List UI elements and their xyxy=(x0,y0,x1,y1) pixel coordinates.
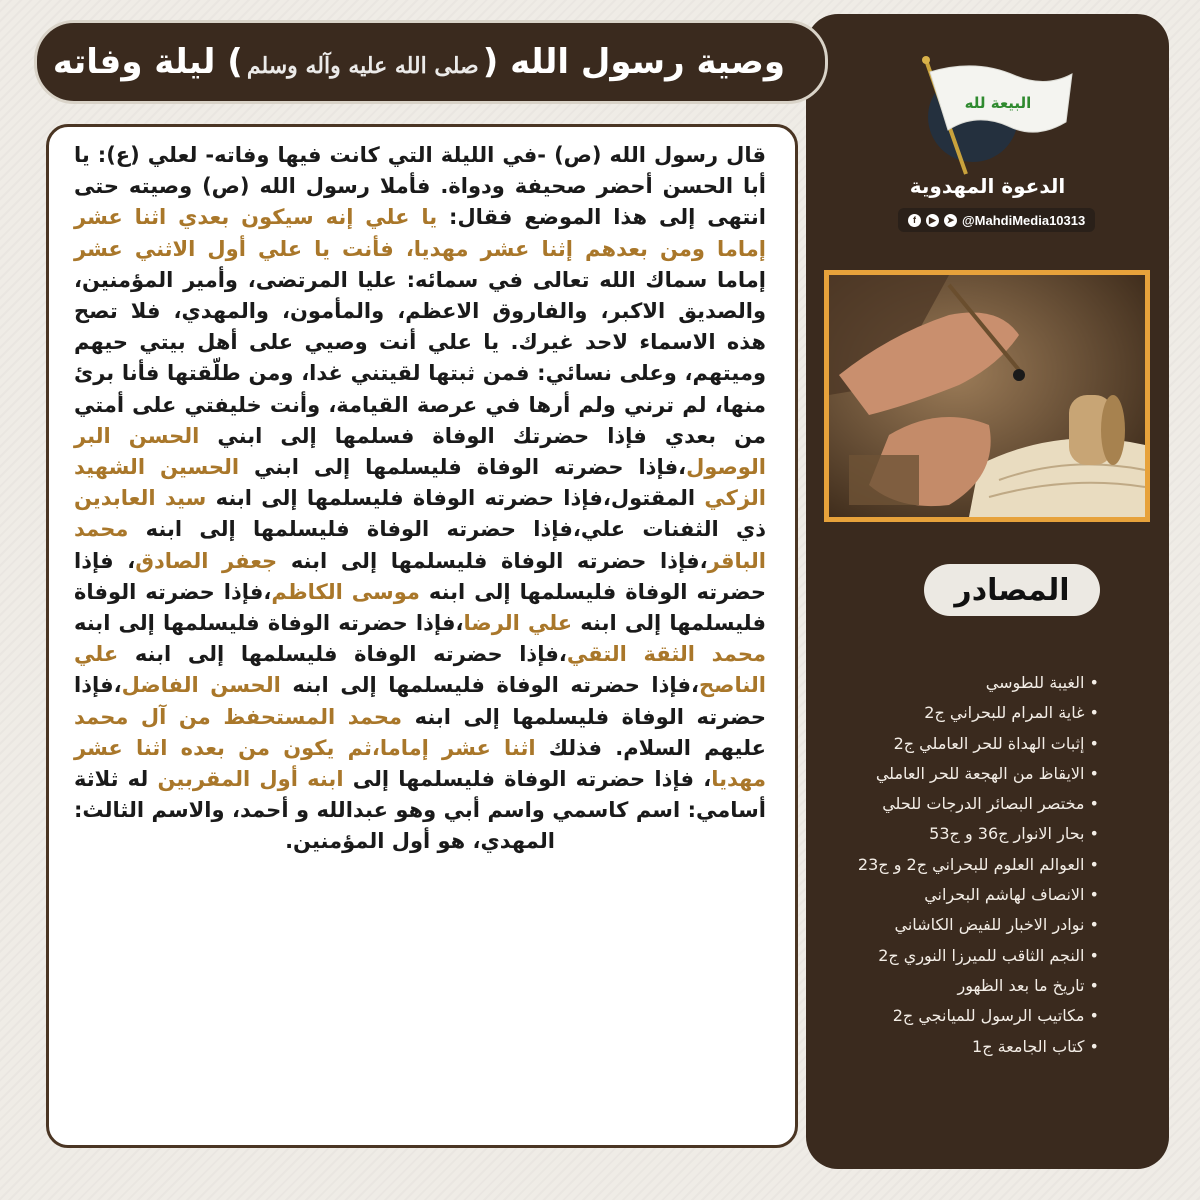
flag-text: البيعة لله xyxy=(964,94,1032,112)
title-after: ) ليلة وفاته xyxy=(52,42,243,82)
highlighted-text: سيد العابدين xyxy=(74,486,207,511)
social-handle[interactable]: @MahdiMedia10313 xyxy=(962,212,1086,228)
title-before: وصية رسول الله ( xyxy=(482,42,785,82)
source-item: • مختصر البصائر الدرجات للحلي xyxy=(799,789,1099,819)
source-item: • مكاتيب الرسول للميانجي ج2 xyxy=(799,1001,1099,1031)
body-text: ذي الثفنات علي،فإذا حضرته الوفاة فليسلمها إلى ابنه xyxy=(128,517,766,542)
social-handle-pill[interactable] xyxy=(898,208,1095,232)
flag-logo-icon xyxy=(916,52,1076,182)
highlighted-text: جعفر الصادق xyxy=(135,548,278,573)
body-text: ،فإذا حضرته الوفاة فليسلمها إلى ابنه xyxy=(74,673,766,729)
highlighted-text: الحسين الشهيد الزكي xyxy=(74,455,766,511)
telegram-icon[interactable]: ➤ xyxy=(944,214,957,227)
body-text: ،فإذا حضرته الوفاة فليسلمها إلى ابنه xyxy=(74,611,464,636)
hadith-text xyxy=(74,140,766,858)
hand-writing-scroll-illustration xyxy=(829,275,1145,517)
brand-name: الدعوة المهدوية xyxy=(909,174,1066,198)
source-item: • الايقاظ من الهجعة للحر العاملي xyxy=(799,759,1099,789)
source-item: • غاية المرام للبحراني ج2 xyxy=(799,698,1099,728)
body-text: ،فإذا حضرته الوفاة فليسلمها إلى ابنه xyxy=(277,548,708,573)
source-item: • كتاب الجامعة ج1 xyxy=(799,1032,1099,1062)
body-text: ،فإذا حضرته الوفاة فليسلمها إلى ابنه xyxy=(74,579,766,636)
source-item: • الغيبة للطوسي xyxy=(799,668,1099,698)
source-item: • إثبات الهداة للحر العاملي ج2 xyxy=(799,729,1099,759)
source-item: • نوادر الاخبار للفيض الكاشاني xyxy=(799,910,1099,940)
highlighted-text: الحسن الفاضل xyxy=(121,673,281,698)
highlighted-text: يا علي إنه سيكون بعدي اثنا عشر إماما ومن بعدهم إثنا عشر مهديا، فأنت يا علي أول الاثني عشر xyxy=(74,205,766,261)
title-bar xyxy=(34,20,828,104)
facebook-icon[interactable]: f xyxy=(908,214,921,227)
body-text: المقتول،فإذا حضرته الوفاة فليسلمها إلى ابنه xyxy=(206,486,705,511)
sidebar-panel xyxy=(806,14,1169,1169)
body-text: ، فإذا حضرته الوفاة فليسلمها إلى ابنه xyxy=(74,548,767,604)
source-item: • النجم الثاقب للميرزا النوري ج2 xyxy=(799,941,1099,971)
highlighted-text: اثنا عشر إماما،ثم يكون من بعده اثنا عشر مهديا xyxy=(74,735,766,792)
body-text: ،فإذا حضرته الوفاة فليسلمها إلى ابنه xyxy=(118,642,567,667)
body-text: ،فإذا حضرته الوفاة فليسلمها إلى ابني xyxy=(239,455,687,480)
body-text: ،فإذا حضرته الوفاة فليسلمها إلى ابنه xyxy=(280,673,700,698)
salawat-calligraphy: صلى الله عليه وآله وسلم xyxy=(246,53,479,79)
body-text: عليهم السلام. فذلك xyxy=(535,735,766,760)
source-item: • العوالم العلوم للبحراني ج2 و ج23 xyxy=(799,850,1099,880)
highlighted-text: الحسن البر الوصول xyxy=(74,423,766,480)
source-item: • الانصاف لهاشم البحراني xyxy=(799,880,1099,910)
body-text: له ثلاثة أسامي: اسم كاسمي واسم أبي وهو عبدالله و أحمد، والاسم الثالث: المهدي، هو أول المؤمنين. xyxy=(74,767,766,854)
youtube-icon[interactable]: ▶ xyxy=(926,214,939,227)
illustration-image xyxy=(824,270,1150,522)
highlighted-text: علي الناصح xyxy=(74,642,766,698)
page-title xyxy=(53,42,785,82)
body-text: إماما سماك الله تعالى في سمائه: عليا المرتضى، وأمير المؤمنين، والصديق الاكبر، والفاروق الاعظم، والمأمون، والمهدي، فلا تصح هذه الاسماء لاحد غيرك. يا علي أنت وصيي على أهل بيتي حيهم وميتهم، وعلى نسائي: فمن ثبتها لقيتني غدا، ومن طلّقتها فأنا برئ منها، لم ترني ولم أرها في عرصة القيامة، وأنت خليفتي على أمتي من بعدي فإذا حضرتك الوفاة فسلمها إلى ابني xyxy=(74,267,766,448)
highlighted-text: موسى الكاظم xyxy=(271,579,420,604)
body-text: قال رسول الله (ص) -في الليلة التي كانت فيها وفاته- لعلي (ع): يا أبا الحسن أحضر صحيفة ودواة. فأملا رسول الله (ص) وصيته حتى انتهى إلى هذا الموضع فقال: xyxy=(74,143,766,230)
highlighted-text: محمد الباقر xyxy=(74,517,766,573)
sources-list xyxy=(799,668,1099,1062)
body-text: ، فإذا حضرته الوفاة فليسلمها إلى xyxy=(343,767,712,792)
sources-heading: المصادر xyxy=(924,564,1100,616)
source-item: • بحار الانوار ج36 و ج53 xyxy=(799,819,1099,849)
highlighted-text: علي الرضا xyxy=(463,611,573,636)
highlighted-text: محمد المستحفظ من آل محمد xyxy=(74,704,403,729)
highlighted-text: ابنه أول المقربين xyxy=(157,767,344,792)
highlighted-text: محمد الثقة التقي xyxy=(566,642,766,667)
source-item: • تاريخ ما بعد الظهور xyxy=(799,971,1099,1001)
